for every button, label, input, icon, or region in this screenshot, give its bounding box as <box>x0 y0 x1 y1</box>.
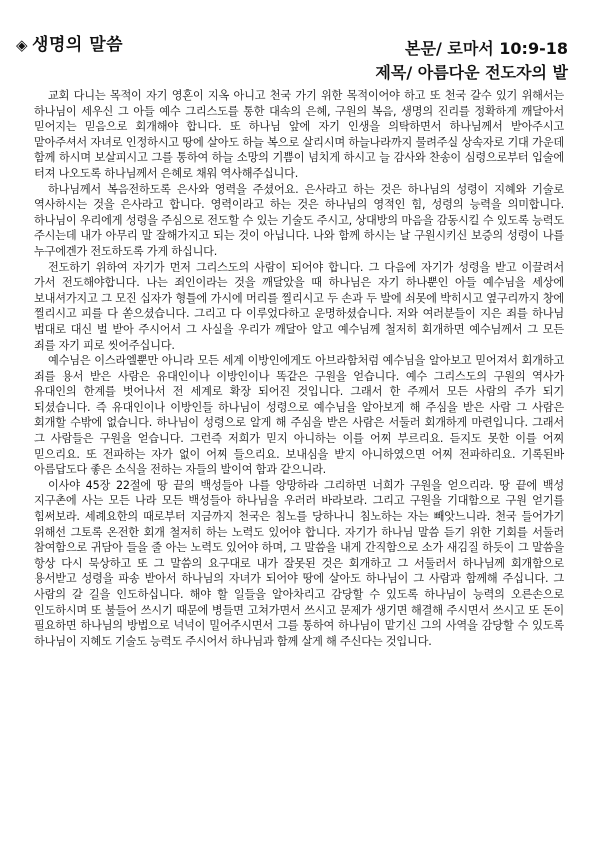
scripture-reference: 본문/ 로마서 10:9-18 <box>405 39 568 58</box>
paragraph: 예수님은 이스라엘뿐만 아니라 모든 세계 이방인에게도 아브라함처럼 예수님을 알아보고 믿어져서 회개하고 죄를 용서 받은 사람은 유대인이나 이방인이나 똑같은 구원을 얻습니다. 예수 그리스도의 구원의 역사가 유대인의 한계를 벗어나서 전 세계로 확장 되어진 것입니다. 그래서 한 주께서 모든 사람의 주가 되기 되셨습니다. 즉 유대인이나 이방인들 하나님이 성령으로 예수님을 알아보게 해 주심을 받은 사람 그 사람은 회개할 수밖에 없습니다. 하나님이 성령으로 알게 해 주심을 받은 사람은 서둘러 회개하게 마련입니다. 그래서 그 사람들은 구원을 얻습니다. 그런즉 저희가 믿지 아니하는 이를 어찌 부르리요. 듣지도 못한 이를 어찌 믿으리요. 또 전파하는 자가 없이 어찌 들으리요. 보내심을 받지 아니하였으면 어찌 전파하리요. 기록된바 아름답도다 좋은 소식을 전하는 자들의 발이여 함과 같으니라. <box>34 354 564 477</box>
paragraph: 전도하기 위하여 자기가 먼저 그리스도의 사람이 되어야 합니다. 그 다음에 자기가 성령을 받고 이끌려서 가서 전도해야합니다. 나는 죄인이라는 것을 깨달았을 때 하나님은 자기 하나뿐인 아들 예수님을 세상에 보내셔가지고 그 모진 십자가 형틀에 가시에 머리를 찔리시고 두 손과 두 발에 쇠못에 박히시고 옆구리까지 창에 찔리시고 피를 다 쏟으셨습니다. 그리고 다 이루었다하고 운명하셨습니다. 저와 여러분들이 지은 죄를 하나님 법대로 대신 벌 받아 주시어서 그 사실을 우리가 깨달아 알고 예수님께 철저히 회개하면 예수님께서 그 모든 죄를 자기 피로 씻어주십니다. <box>34 260 564 352</box>
diamond-bullet-icon: ◈ <box>16 36 29 54</box>
section-title-text: 생명의 말씀 <box>32 35 124 55</box>
header <box>0 0 600 88</box>
section-title <box>16 30 123 55</box>
sermon-body <box>34 88 564 649</box>
paragraph: 이사야 45장 22절에 땅 끝의 백성들아 나를 앙망하라 그리하면 너희가 구원을 얻으리라. 땅 끝에 백성 지구촌에 사는 모든 나라 모든 백성들아 하나님을 우러러 바라보라. 그리고 구원을 기대함으로 구원 얻기를 힘써보라. 세례요한의 때로부터 지금까지 천국은 침노를 당하나니 침노하는 자는 빼앗느니라. 천국 들어가기 위해선 그토록 온전한 회개 철저히 하는 노력도 있어야 합니다. 자기가 하나님 말씀 듣기 위한 기회를 서둘러 참여함으로 귀담아 들을 줄 아는 노력도 있어야 하며, 그 말씀을 내게 간직함으로 소가 새김질 하듯이 그 말씀을 항상 다시 묵상하고 또 그 말씀의 요구대로 내가 잘못된 것은 회개하고 그 서둘러서 하나님께 회개함으로 용서받고 성령을 파송 받아서 하나님의 자녀가 되어야 땅에 살아도 하나님이 그 사람과 함께해 주십니다. 그 사람의 갈 길을 인도하십니다. 해야 할 일들을 알아차리고 감당할 수 있도록 하나님이 능력의 오른손으로 인도하시며 또 불들어 쓰시기 때문에 병들면 고쳐가면서 쓰시고 문제가 생기면 해결해 주시면서 쓰시고 또 돈이 필요하면 하나님의 방법으로 넉넉이 밀어주시면서 그를 통하여 하나님이 맡기신 그의 사역을 감당할 수 있도록 하나님이 지혜도 기술도 능력도 주시어서 하나님과 함께 살게 해 주신다는 것입니다. <box>34 478 564 648</box>
paragraph: 교회 다니는 목적이 자기 영혼이 지옥 아니고 천국 가기 위한 목적이어야 하고 또 천국 갈수 있기 위해서는 하나님이 세우신 그 아들 예수 그리스도를 통한 대속의 은혜, 구원의 복음, 생명의 진리를 정확하게 깨달아서 믿어지는 믿음으로 회개해야 합니다. 또 하나님 앞에 자기 인생을 의탁하면서 하나님께서 받아주시고 맡아주셔서 자녀로 인정하시고 땅에 살아도 하늘 복으로 살리시며 하늘나라까지 물려주실 상속자로 기대 가운데 함께 하시며 보살피시고 그를 통하여 하늘 소망의 기쁨이 넘치게 하시고 늘 감사와 찬송이 심령으로부터 입술에 터져 나오도록 하나님께서 은혜로 채워 역사해주십니다. <box>34 89 564 180</box>
paragraph: 하나님께서 복음전하도록 은사와 영력을 주셨어요. 은사라고 하는 것은 하나님의 성령이 지혜와 기술로 역사하시는 것을 은사라고 합니다. 영력이라고 하는 것은 하나님의 영적인 힘, 성령의 능력을 의미합니다. 하나님이 우리에게 성령을 주심으로 전도할 수 있는 기술도 주시고, 상대방의 마음을 감동시킬 수 있도록 능력도 주시는데 내가 아무리 말 잘해가지고 되는 것이 아닙니다. 나와 함께 하시는 날 구원시키신 보증의 성령이 나를 누구에겐가 전도하도록 가게 하십니다. <box>34 182 564 258</box>
sermon-title: 제목/ 아름다운 전도자의 발 <box>375 63 568 82</box>
